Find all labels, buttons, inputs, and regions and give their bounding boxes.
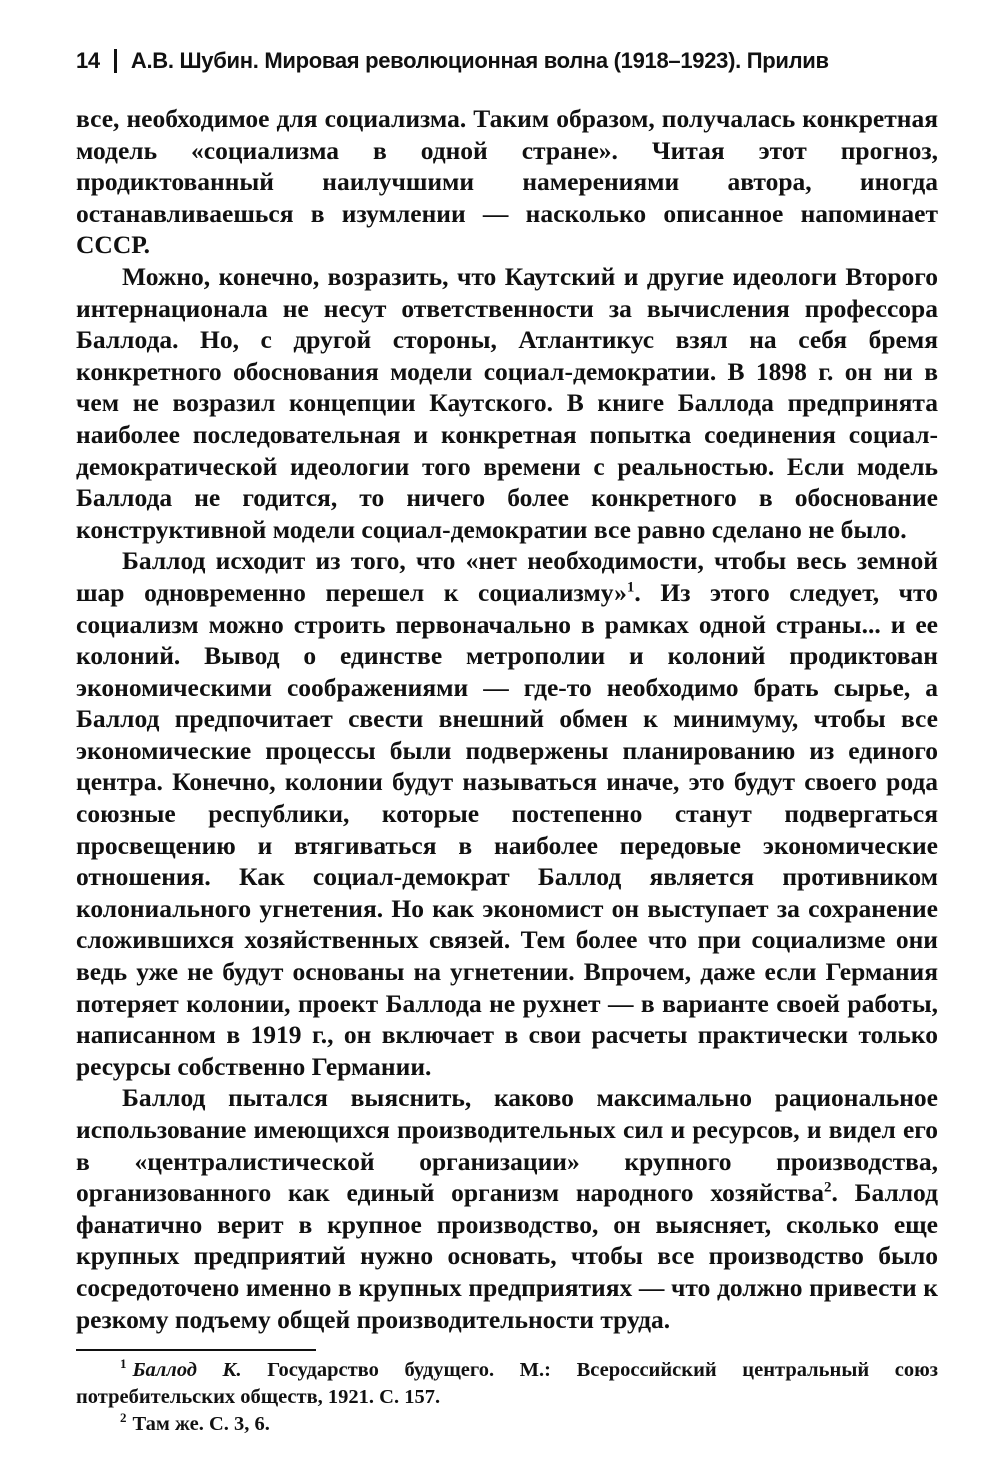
paragraph-1 <box>76 103 938 261</box>
footnote-2 <box>76 1411 938 1438</box>
paragraph-4 <box>76 1082 938 1335</box>
footnote-divider <box>76 1349 316 1351</box>
paragraph-4-text-after: . Баллод фанатично верит в крупное производство, он выясняет, сколько еще крупных предприятий нужно основать, чтобы все производство было сосредоточено именно в крупных предприятиях — что должно привести к резкому подъему общей производительности труда. <box>76 1178 938 1334</box>
header-separator <box>114 49 117 73</box>
paragraph-4-text-before: Баллод пытался выяснить, каково максимально рациональное использование имеющихся производительных сил и ресурсов, и видел его в «централистической организации» крупного производства, организованного как единый организм народного хозяйства <box>76 1083 938 1208</box>
footnote-1-mark: 1 <box>120 1356 127 1372</box>
page-number: 14 <box>76 48 100 73</box>
footnote-1-text: Государство будущего. М.: Всероссийский центральный союз потребительских обществ, 1921. С. 157. <box>76 1359 938 1408</box>
paragraph-1-text: все, необходимое для социализма. Таким образом, получалась конкретная модель «социализма в одной стране». Читая этот прогноз, продиктованный наилучшими намерениями автора, иногда останавливаешься в изумлении — насколько описанное напоминает СССР. <box>76 104 938 260</box>
paragraph-2 <box>76 261 938 545</box>
footnote-1 <box>76 1357 938 1411</box>
paragraph-3-text-before: Баллод исходит из того, что «нет необходимости, чтобы весь земной шар одновременно перешел к социализму» <box>76 546 938 607</box>
main-text <box>76 103 938 1335</box>
running-header <box>76 44 936 78</box>
footnote-2-text: Там же. С. 3, 6. <box>132 1413 270 1435</box>
footnote-1-author: Баллод К. <box>132 1359 242 1381</box>
running-title: А.В. Шубин. Мировая революционная волна (1918–1923). Прилив <box>130 48 829 73</box>
footnote-ref-2: 2 <box>823 1179 832 1196</box>
footnote-2-mark: 2 <box>120 1410 127 1426</box>
footnotes <box>76 1349 938 1438</box>
paragraph-3-text-after: . Из этого следует, что социализм можно строить первоначально в рамках одной страны... и ее колоний. Вывод о единстве метрополии и колоний продиктован экономическими соображениями — где-то необходимо брать сырье, а Баллод предпочитает свести внешний обмен к минимуму, чтобы все экономические процессы были подвержены планированию из единого центра. Конечно, колонии будут называться иначе, это будут своего рода союзные республики, которые постепенно станут подвергаться просвещению и втягиваться в наиболее передовые экономические отношения. Как социал-демократ Баллод является противником колониального угнетения. Но как экономист он выступает за сохранение сложившихся хозяйственных связей. Тем более что при социализме они ведь уже не будут основаны на угнетении. Впрочем, даже если Германия потеряет колонии, проект Баллода не рухнет — в варианте своей работы, написанном в 1919 г., он включает в свои расчеты практически только ресурсы собственно Германии. <box>76 577 938 1081</box>
paragraph-3 <box>76 545 938 1082</box>
paragraph-2-text: Можно, конечно, возразить, что Каутский и другие идеологи Второго интернационала не несут ответственности за вычисления профессора Баллода. Но, с другой стороны, Атлантикус взял на себя бремя конкретного обоснования модели социал-демократии. В 1898 г. он ни в чем не возразил концепции Каутского. В книге Баллода предпринята наиболее последовательная и конкретная попытка соединения социал-демократической идеологии того времени с реальностью. Если модель Баллода не годится, то ничего более конкретного в обоснование конструктивной модели социал-демократии все равно сделано не было. <box>76 261 938 544</box>
footnote-ref-1: 1 <box>626 579 635 596</box>
